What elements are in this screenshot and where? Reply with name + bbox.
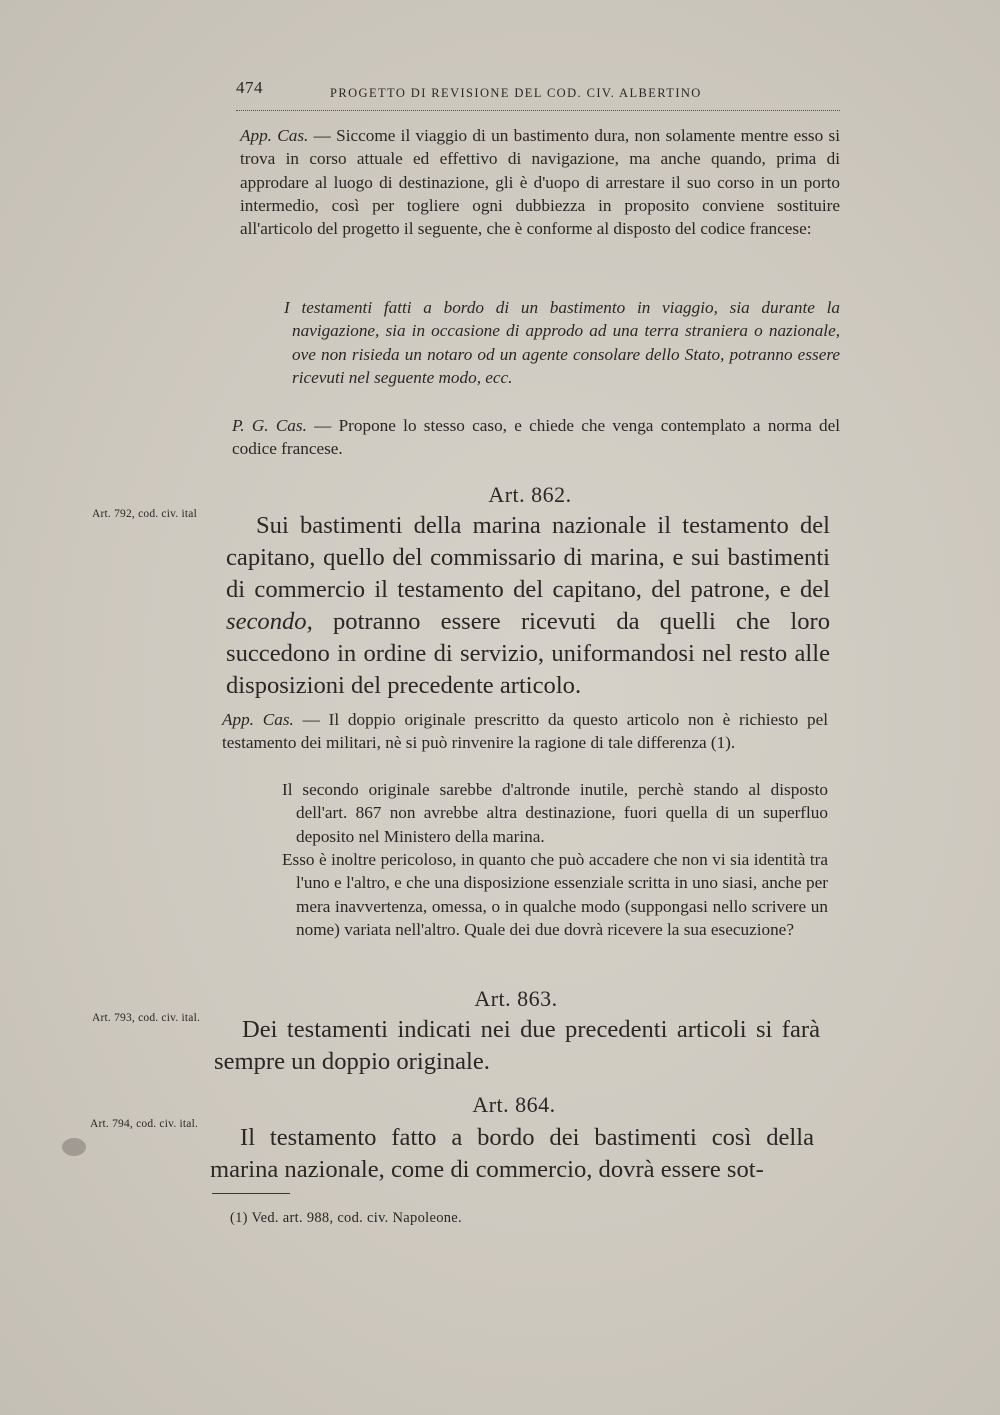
article-863-title: Art. 863. — [474, 986, 558, 1011]
pg-cas-note — [232, 414, 840, 461]
article-862-title: Art. 862. — [488, 482, 572, 507]
article-864-title: Art. 864. — [472, 1092, 556, 1117]
article-864-margin-reference: Art. 794, cod. civ. ital. — [90, 1118, 199, 1130]
ink-blot — [62, 1138, 86, 1156]
app-cas-label: App. Cas. — [240, 126, 309, 145]
footnote: (1) Ved. art. 988, cod. civ. Napoleone. — [230, 1210, 462, 1226]
page-number: 474 — [236, 78, 263, 97]
app-cas-text: — Siccome il viaggio di un bastimento dura, non solamente mentre esso si trova in corso attuale ed effettivo di navigazione, ma anche quando, prima di approdare al luogo di destinazione, gli è d'uopo di arrestare il suo corso in un porto intermedio, così per togliere ogni dubbiezza in proposito conviene sostituire all'articolo del progetto il seguente, che è conforme al disposto del codice francese: — [240, 126, 840, 239]
article-862-note-para2: Il secondo originale sarebbe d'altronde inutile, perchè stando al disposto dell'art. 867 non avrebbe altra destinazione, fuori quella di un superfluo deposito nel Ministero della marina. — [282, 780, 828, 846]
pg-cas-label: P. G. Cas. — [232, 416, 307, 435]
running-title: PROGETTO DI REVISIONE DEL COD. CIV. ALBERTINO — [330, 86, 702, 100]
article-863-margin-reference: Art. 793, cod. civ. ital. — [92, 1012, 201, 1024]
article-864-text: Il testamento fatto a bordo dei bastimenti così della marina nazionale, come di commercio, dovrà essere sot- — [210, 1124, 814, 1183]
article-862-text-part1: Sui bastimenti della marina nazionale il testamento del capitano, quello del commissario di marina, e sui bastimenti di commercio il testamento del capitano, del patrone, e del — [226, 512, 830, 603]
article-862-margin-reference: Art. 792, cod. civ. ital — [92, 508, 197, 520]
article-862-text — [226, 510, 830, 702]
footnote-rule — [212, 1193, 290, 1194]
page-header — [236, 76, 840, 111]
pg-cas-text: — Propone lo stesso caso, e chiede che venga contemplato a norma del codice francese. — [232, 416, 840, 459]
article-862-text-part2: potranno essere ricevuti da quelli che loro succedono in ordine di servizio, uniformandosi nel resto alle disposizioni del precedente articolo. — [226, 608, 830, 699]
article-862-note-para1: — Il doppio originale prescritto da questo articolo non è richiesto pel testamento dei militari, nè si può rinvenire la ragione di tale differenza (1). — [222, 710, 828, 753]
article-863-text: Dei testamenti indicati nei due precedenti articoli si farà sempre un doppio originale. — [214, 1016, 820, 1075]
article-862-note-label: App. Cas. — [222, 710, 294, 729]
article-862-note-para3: Esso è inoltre pericoloso, in quanto che può accadere che non vi sia identità tra l'uno e l'altro, e che una disposizione essenziale scritta in uno siasi, anche per mera inavvertenza, omessa, o in qualche modo (suppongasi nello scrivere un nome) variata nell'altro. Quale dei due dovrà ricevere la sua esecuzione? — [282, 850, 828, 939]
french-code-quote: I testamenti fatti a bordo di un bastimento in viaggio, sia durante la navigazione, sia in occasione di approdo ad una terra straniera o nazionale, ove non risieda un notaro od un agente consolare dello Stato, potranno essere ricevuti nel seguente modo, ecc. — [284, 298, 840, 387]
article-862-note — [222, 708, 828, 755]
app-cas-note — [240, 124, 840, 240]
article-862-text-italic: secondo, — [226, 608, 313, 635]
